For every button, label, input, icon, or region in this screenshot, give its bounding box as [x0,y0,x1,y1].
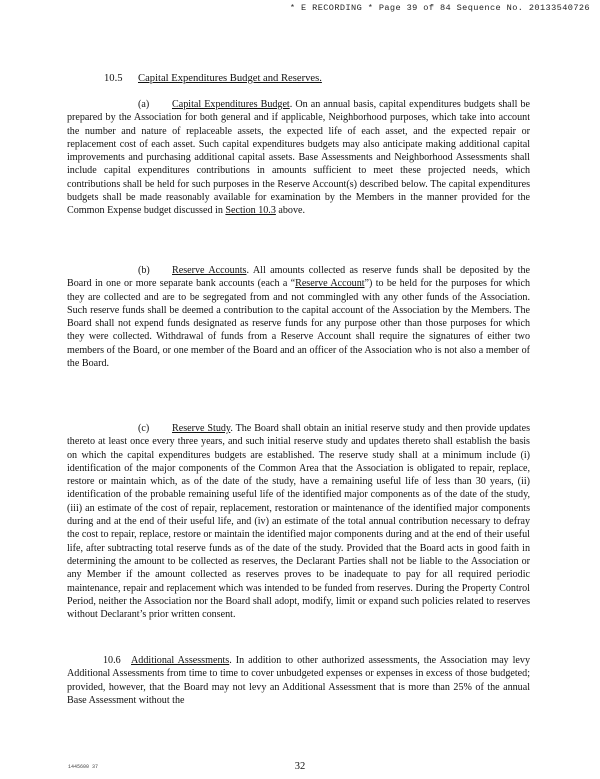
section-title: Capital Expenditures Budget and Reserves. [138,73,322,84]
page-number: 32 [294,761,306,772]
paragraph-text: . The Board shall obtain an initial reserve study and then provide updates thereto at least once every three years, and such initial reserve study and updates thereto shall establish the basis on which the capital expenditures budgets are established. The reserve study shall at a minimum include (i) identification of the major components of the Common Area that the Association is obligated to repair, replace, restore or maintain which, as of the date of the study, have a remaining useful life of less than 30 years, (ii) identification of the probable remaining useful life of the identified major components as of the date of the study, (iii) an estimate of the cost of repair, replacement, restoration or maintenance of the identified major components during and at the end of their useful life, and (iv) an estimate of the total annual contribution necessary to defray the cost to repair, replace, restore or maintain the identified major components during and at the end of their useful life, after subtracting total reserve funds as of the date of the study. Provided that the Board acts in good faith in determining the amount to be collected as reserves, the Declarant Parties shall not be liable to the Association or any Member if the amount collected as reserves proves to be inadequate to pay for all required periodic maintenance, repair and replacement which was intended to be funded from reserves. During the Property Control Period, neither the Association nor the Board shall adopt, modify, limit or expand such policies related to reserves without Declarant’s prior written consent. [67,423,530,621]
paragraph-text-end: above. [275,205,306,217]
paragraph-capital-expenditures-budget [67,98,530,218]
paragraph-text-end: ”) to be held for the purposes for which they are collected and are to be segregated from and not commingled with any other funds of the Association. Such reserve funds shall be deemed a contribution to the capital account of the Association by the Members. The Board shall not expend funds designated as reserve funds for any purpose other than those purposes for which they were collected. Withdrawal of funds from a Reserve Account shall require the signatures of either two members of the Board, or one member of the Board and an officer of the Association who is not also a member of the Board. [67,278,530,370]
paragraph-heading: Capital Expenditures Budget [172,99,290,110]
section-10-5-heading [104,72,322,85]
paragraph-reserve-accounts [67,264,530,370]
section-reference: Section 10.3 [225,205,276,217]
paragraph-heading: Reserve Study [172,423,231,434]
section-number: 10.6 [103,655,121,666]
paragraph-heading: Reserve Accounts [172,265,247,276]
section-heading: Additional Assessments [131,655,230,666]
paragraph-label: (c) [138,423,150,434]
paragraph-reserve-study [67,422,530,621]
section-10-6-additional-assessments [67,654,530,707]
paragraph-text: . On an annual basis, capital expenditures budgets shall be prepared by the Association for both general and if applicable, Neighborhood purposes, which take into account the number and nature of replaceable assets, the expected life of each asset, and the expected repair or replacement cost of each asset. Such capital expenditures budgets may also anticipate making additional capital improvements and purchasing additional capital assets. Base Assessments and Neighborhood Assessments shall include capital expenditures contributions in amounts sufficient to meet these projected needs, which contributions shall be held for such purposes in the Reserve Account(s) described below. The capital expenditures budgets shall be made reasonably available for examination by the Members in the manner provided for the Common Expense budget discussed in [67,99,530,217]
paragraph-label: (b) [138,265,150,276]
footer-doc-code: 1445600 37 [68,764,99,770]
section-number: 10.5 [104,73,123,84]
paragraph-text: . In addition to other authorized assessments, the Association may levy Additional Assessments from time to time to cover unbudgeted expenses or expenses in excess of those budgeted; provided, however, that the Board may not levy an Additional Assessment that is more than 25% of the annual Base Assessment without the [67,655,530,706]
paragraph-text: . All amounts collected as reserve funds shall be deposited by the Board in one or more separate bank accounts (each a “ [67,265,530,290]
paragraph-label: (a) [138,99,150,110]
recording-stamp: * E RECORDING * Page 39 of 84 Sequence No. 20133540726 [289,3,590,13]
defined-term: Reserve Account [295,278,365,290]
